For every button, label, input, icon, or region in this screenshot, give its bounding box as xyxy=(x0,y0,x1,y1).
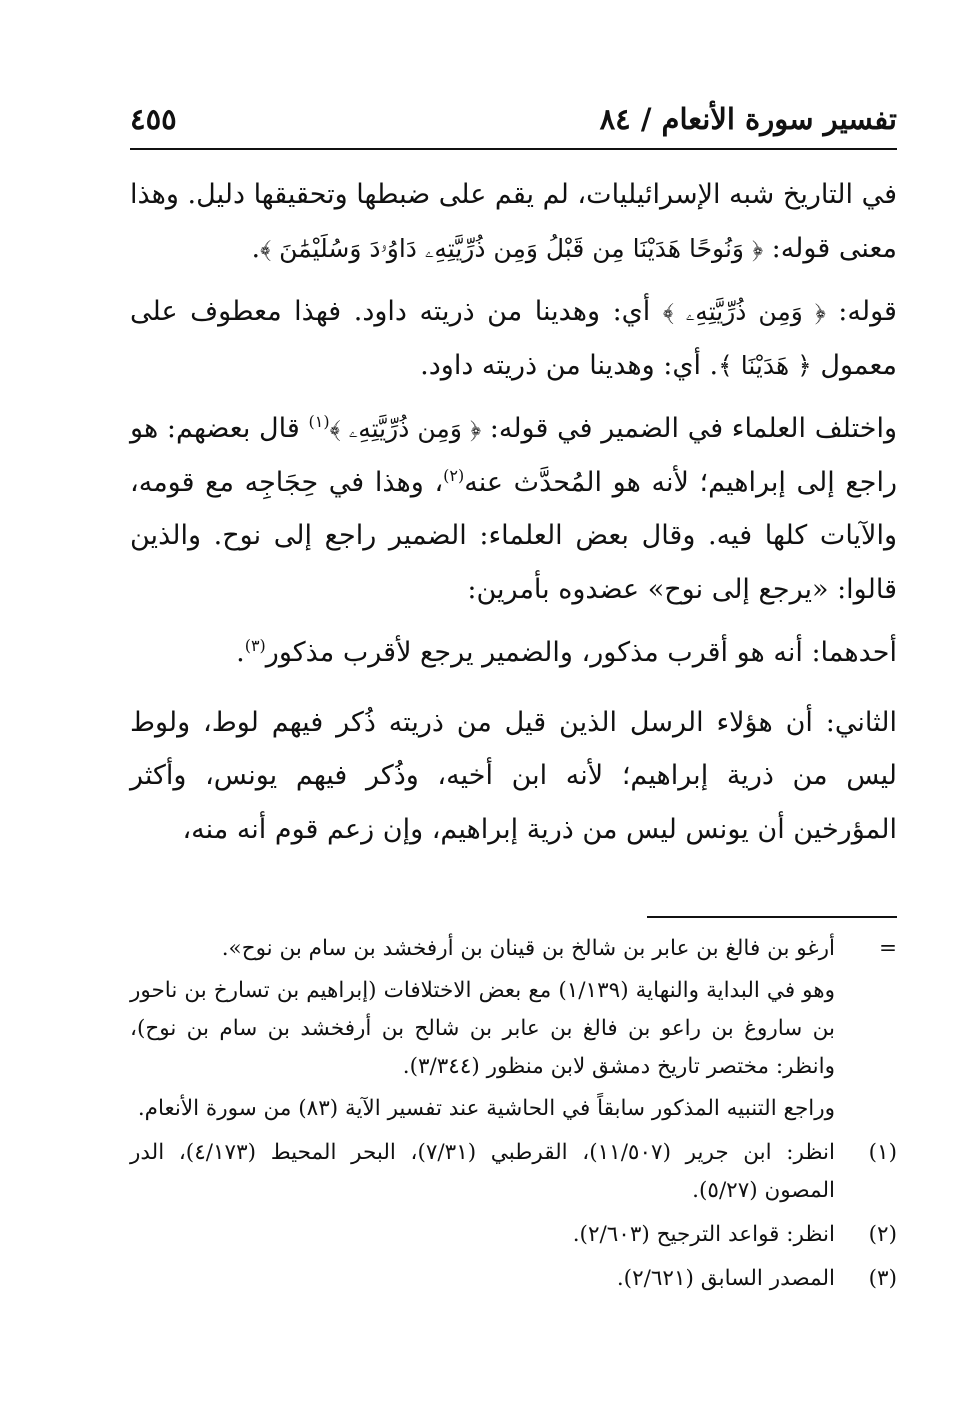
footnote-3-text: المصدر السابق (٢/٦٢١). xyxy=(616,1266,835,1291)
footnote-3 xyxy=(130,1260,897,1298)
continuation-marker: = xyxy=(878,936,897,961)
p3-text-c: ، وهذا في حِجَاجِه مع قومه، والآيات كلها فيه. وقال بعض العلماء: الضمير راجع إلى نوح. والذين قالوا: «يرجع إلى نوح» عضدوه بأمرين: xyxy=(130,466,897,605)
footnote-ref-3[interactable]: (٣) xyxy=(244,636,266,655)
footnote-2-marker: (٢) xyxy=(868,1222,897,1247)
footnote-3-marker: (٣) xyxy=(868,1266,897,1291)
footnote-2-text: انظر: قواعد الترجيح (٢/٦٠٣). xyxy=(572,1222,835,1247)
p3-text-a: واختلف العلماء في الضمير في قوله: xyxy=(481,413,897,444)
footnote-ref-2[interactable]: (٢) xyxy=(443,465,465,485)
quran-verse-4: ﴿ وَمِن ذُرِّيَّتِهِۦ ﴾ xyxy=(329,414,482,443)
p1-text: في التاريخ شبه الإسرائيليات، لم يقم على ضبطها وتحقيقها دليل. وهذا معنى قوله: xyxy=(130,179,897,264)
main-text xyxy=(130,168,897,856)
p4-text-b: . xyxy=(236,637,245,668)
footnote-1-marker: (١) xyxy=(868,1140,897,1165)
p2-text-b: أي: وهدينا من ذريته داود. فهذا معطوف على معمول xyxy=(130,296,897,381)
continuation-text-2: وهو في البداية والنهاية (١/١٣٩) مع بعض الاختلافات (إبراهيم بن تسارخ بن ناحور بن ساروغ بن راعو بن فالغ بن عابر بن شالح بن أرفخشد بن سام بن نوح)، وانظر: مختصر تاريخ دمشق لابن منظور (٣/٣٤٤). xyxy=(130,978,835,1079)
quran-verse-3: ﴿ هَدَيْنَا ﴾ xyxy=(718,350,812,380)
paragraph-5 xyxy=(130,696,897,857)
paragraph-4 xyxy=(130,626,897,680)
footnotes xyxy=(130,930,897,1304)
continuation-text-1: أرغو بن فالغ بن عابر بن شالخ بن قينان بن أرفخشد بن سام بن نوح». xyxy=(221,936,835,961)
p2-text-a: قوله: xyxy=(825,296,897,327)
p3-text-b: قال بعضهم: هو راجع إلى إبراهيم؛ لأنه هو المُحدَّث عنه xyxy=(130,413,897,498)
quran-verse-1: ﴿ وَنُوحًا هَدَيْنَا مِن قَبْلُ وَمِن ذُرِّيَّتِهِۦ دَاوُۥدَ وَسُلَيْمَٰنَ ﴾ xyxy=(260,233,764,263)
footnote-separator xyxy=(647,916,897,918)
page-number: ٤٥٥ xyxy=(130,102,177,136)
footnote-1-text: انظر: ابن جرير (١١/٥٠٧)، القرطبي (٧/٣١)، البحر المحيط (٤/١٧٣)، الدر المصون (٥/٢٧). xyxy=(130,1140,836,1203)
p2-text-c: . أي: وهدينا من ذريته داود. xyxy=(420,349,719,381)
paragraph-2 xyxy=(130,285,897,392)
quran-verse-2: ﴿ وَمِن ذُرِّيَّتِهِۦ ﴾ xyxy=(662,297,826,326)
footnote-1 xyxy=(130,1134,897,1210)
p4-text-a: أحدهما: أنه هو أقرب مذكور، والضمير يرجع لأقرب مذكور xyxy=(265,637,897,668)
p5-text: الثاني: أن هؤلاء الرسل الذين قيل من ذريته ذُكر فيهم لوط، ولوط ليس من ذرية إبراهيم؛ لأنه ابن أخيه، وذُكر فيهم يونس، وأكثر المؤرخين أن يونس ليس من ذرية إبراهيم، وإن زعم قوم أنه منه، xyxy=(130,706,897,845)
footnote-ref-1[interactable]: (١) xyxy=(308,412,330,431)
header-rule xyxy=(130,148,897,150)
page-header xyxy=(130,102,897,146)
footnote-continuation xyxy=(130,930,897,1128)
continuation-text-3: وراجع التنبيه المذكور سابقاً في الحاشية عند تفسير الآية (٨٣) من سورة الأنعام. xyxy=(137,1096,835,1121)
p1-end: . xyxy=(251,232,261,264)
footnote-2 xyxy=(130,1216,897,1254)
running-title: تفسير سورة الأنعام / ٨٤ xyxy=(599,102,897,136)
paragraph-1 xyxy=(130,168,897,275)
paragraph-3 xyxy=(130,402,897,616)
